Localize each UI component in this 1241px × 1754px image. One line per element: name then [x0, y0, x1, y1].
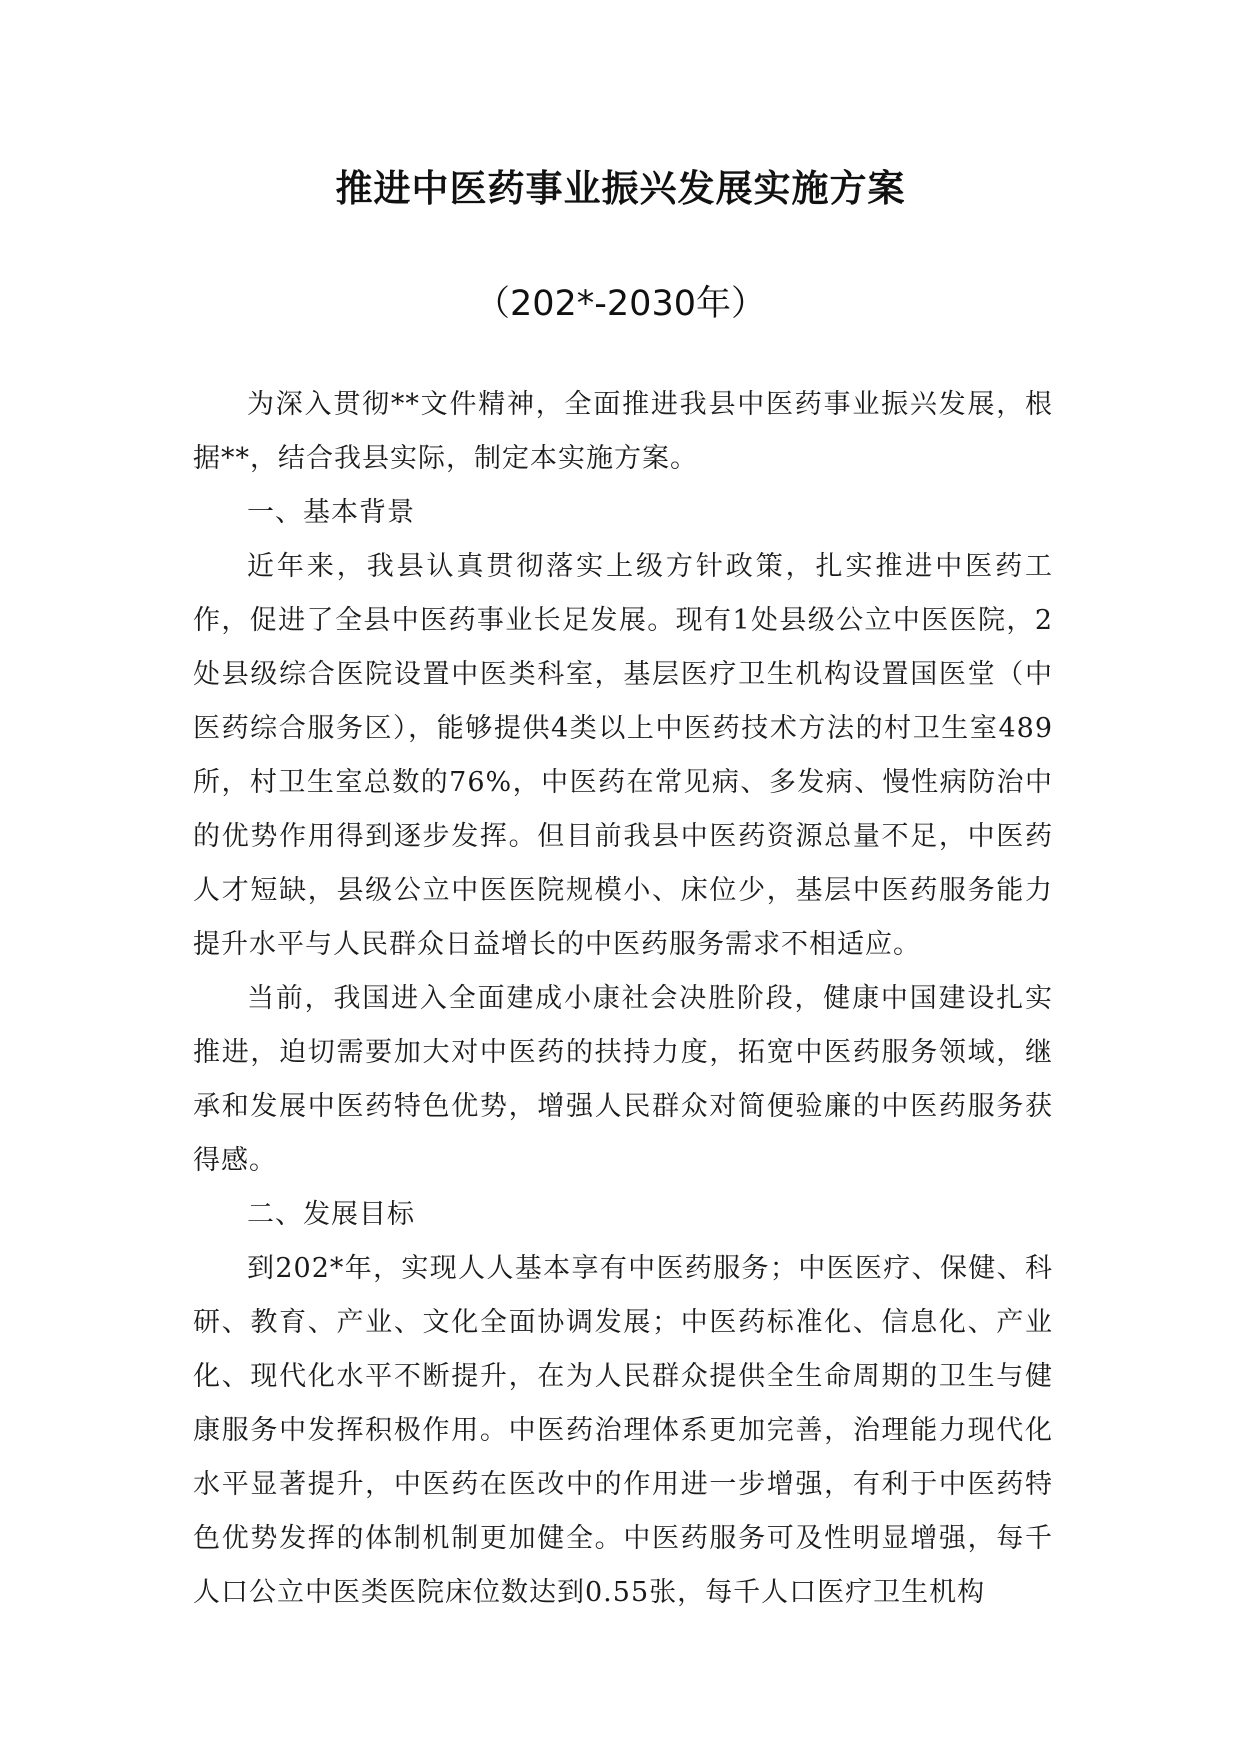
background-paragraph-2: 当前，我国进入全面建成小康社会决胜阶段，健康中国建设扎实推进，迫切需要加大对中医药的扶持力度，拓宽中医药服务领域，继承和发展中医药特色优势，增强人民群众对简便验廉的中医药服务获得感。 [193, 983, 1053, 1176]
document-subtitle: （202*-2030年） [474, 284, 766, 324]
section-heading-goals: 二、发展目标 [247, 1199, 415, 1230]
background-paragraph-1: 近年来，我县认真贯彻落实上级方针政策，扎实推进中医药工作，促进了全县中医药事业长足发展。现有1处县级公立中医医院，2处县级综合医院设置中医类科室，基层医疗卫生机构设置国医堂（中医药综合服务区），能够提供4类以上中医药技术方法的村卫生室489所，村卫生室总数的76%，中医药在常见病、多发病、慢性病防治中的优势作用得到逐步发挥。但目前我县中医药资源总量不足，中医药人才短缺，县级公立中医医院规模小、床位少，基层中医药服务能力提升水平与人民群众日益增长的中医药服务需求不相适应。 [193, 551, 1053, 960]
intro-paragraph: 为深入贯彻**文件精神，全面推进我县中医药事业振兴发展，根据**，结合我县实际，制定本实施方案。 [193, 389, 1053, 474]
section-heading-background: 一、基本背景 [247, 497, 415, 528]
document-body [193, 378, 1053, 1620]
document-title: 推进中医药事业振兴发展实施方案 [335, 167, 906, 210]
goals-paragraph: 到202*年，实现人人基本享有中医药服务；中医医疗、保健、科研、教育、产业、文化全面协调发展；中医药标准化、信息化、产业化、现代化水平不断提升，在为人民群众提供全生命周期的卫生与健康服务中发挥积极作用。中医药治理体系更加完善，治理能力现代化水平显著提升，中医药在医改中的作用进一步增强，有利于中医药特色优势发挥的体制机制更加健全。中医药服务可及性明显增强，每千人口公立中医类医院床位数达到0.55张，每千人口医疗卫生机构 [193, 1253, 1053, 1608]
